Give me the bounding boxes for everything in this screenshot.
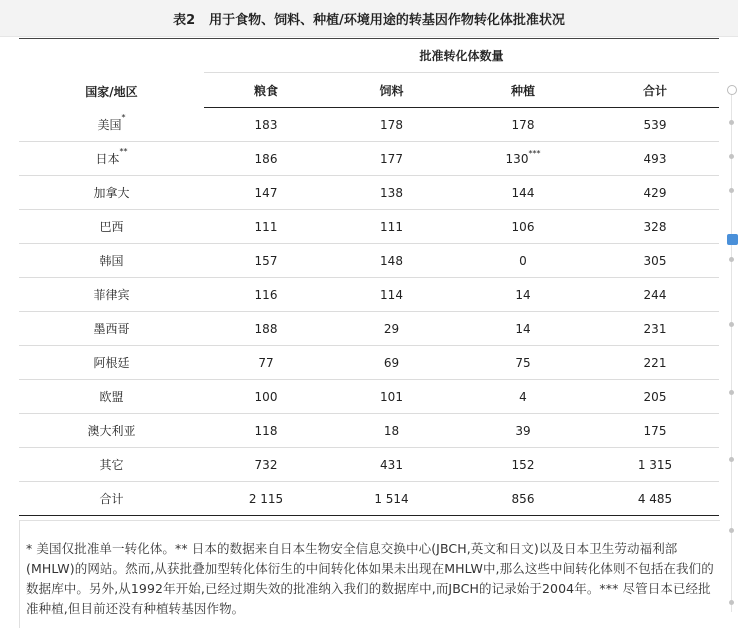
cell-cultivation-value: 4 [519, 389, 527, 404]
cell-feed [328, 448, 455, 482]
footnote-marker: *** [528, 148, 541, 158]
cell-cultivation-value: 144 [511, 185, 535, 200]
header-food: 粮食 [204, 73, 328, 108]
cell-food-value: 118 [254, 423, 278, 438]
cell-country [19, 482, 204, 516]
cell-cultivation-value: 152 [511, 457, 535, 472]
cell-feed [328, 380, 455, 414]
cell-feed-value: 1 514 [374, 491, 409, 506]
cell-total [591, 448, 719, 482]
cell-food [204, 278, 328, 312]
cell-food-value: 111 [254, 219, 278, 234]
scroll-top-handle[interactable] [727, 85, 737, 95]
cell-total-value: 328 [643, 219, 667, 234]
cell-food [204, 108, 328, 142]
cell-feed [328, 176, 455, 210]
cell-food-value: 77 [258, 355, 274, 370]
table-title-text: 用于食物、饲料、种植/环境用途的转基因作物转化体批准状况 [209, 13, 565, 28]
cell-feed-value: 111 [380, 219, 403, 234]
cell-food-value: 732 [254, 457, 278, 472]
cell-total-value: 305 [643, 253, 667, 268]
cell-country-value: 日本 [95, 152, 120, 166]
cell-total-value: 493 [643, 151, 667, 166]
cell-country-value: 合计 [99, 492, 124, 506]
cell-food [204, 142, 328, 176]
cell-country [19, 244, 204, 278]
cell-country [19, 312, 204, 346]
cell-food [204, 312, 328, 346]
cell-total-value: 231 [643, 321, 667, 336]
cell-food-value: 147 [254, 185, 278, 200]
cell-country-value: 墨西哥 [93, 322, 130, 336]
table-row [19, 278, 719, 312]
cell-cultivation-value: 0 [519, 253, 527, 268]
cell-feed [328, 346, 455, 380]
cell-food [204, 244, 328, 278]
cell-total [591, 210, 719, 244]
cell-cultivation-value: 14 [515, 287, 531, 302]
scroll-marker[interactable] [729, 322, 734, 327]
cell-cultivation [455, 482, 591, 516]
cell-total [591, 278, 719, 312]
cell-country [19, 448, 204, 482]
cell-feed [328, 210, 455, 244]
scroll-marker[interactable] [729, 600, 734, 605]
cell-total [591, 142, 719, 176]
cell-country [19, 108, 204, 142]
scroll-marker[interactable] [729, 528, 734, 533]
cell-country-value: 韩国 [99, 254, 124, 268]
cell-food-value: 186 [254, 151, 278, 166]
cell-feed-value: 29 [383, 321, 400, 336]
cell-feed-value: 138 [380, 185, 403, 200]
cell-country-value: 菲律宾 [93, 288, 130, 302]
cell-country [19, 176, 204, 210]
scroll-marker[interactable] [729, 457, 734, 462]
cell-cultivation-value: 75 [515, 355, 531, 370]
table-footnote [19, 520, 720, 628]
header-total: 合计 [591, 73, 719, 108]
cell-total [591, 482, 719, 516]
table-row [19, 312, 719, 346]
cell-country-value: 阿根廷 [93, 356, 130, 370]
cell-total-value: 539 [643, 117, 667, 132]
cell-total-value: 1 315 [637, 457, 673, 472]
cell-feed [328, 142, 455, 176]
header-cultivation: 种植 [455, 73, 591, 108]
cell-cultivation-value: 39 [515, 423, 531, 438]
cell-cultivation [455, 244, 591, 278]
cell-cultivation [455, 346, 591, 380]
approval-table [19, 38, 719, 516]
table-body [19, 108, 719, 516]
cell-total-value: 244 [643, 287, 667, 302]
cell-total [591, 176, 719, 210]
cell-food [204, 210, 328, 244]
scroll-track[interactable] [731, 88, 732, 612]
cell-food [204, 346, 328, 380]
cell-cultivation [455, 448, 591, 482]
cell-feed [328, 482, 455, 516]
cell-cultivation [455, 108, 591, 142]
cell-feed [328, 108, 455, 142]
cell-cultivation [455, 176, 591, 210]
cell-cultivation-value: 130 [505, 151, 529, 166]
cell-cultivation [455, 278, 591, 312]
table-row [19, 176, 719, 210]
cell-feed-value: 178 [380, 117, 403, 132]
cell-food-value: 116 [254, 287, 278, 302]
cell-country-value: 欧盟 [99, 390, 124, 404]
cell-food [204, 482, 328, 516]
header-group: 批准转化体数量 [204, 39, 719, 73]
cell-country [19, 210, 204, 244]
cell-country [19, 346, 204, 380]
cell-cultivation [455, 312, 591, 346]
table-row [19, 244, 719, 278]
cell-cultivation-value: 856 [511, 491, 535, 506]
cell-food [204, 380, 328, 414]
cell-total-value: 4 485 [637, 491, 673, 506]
cell-total [591, 312, 719, 346]
cell-food [204, 448, 328, 482]
cell-total-value: 429 [643, 185, 667, 200]
cell-country-value: 加拿大 [93, 186, 130, 200]
scroll-marker[interactable] [729, 390, 734, 395]
cell-cultivation [455, 210, 591, 244]
cell-food-value: 183 [254, 117, 278, 132]
table-row [19, 482, 719, 516]
cell-total [591, 414, 719, 448]
table-row [19, 346, 719, 380]
cell-feed [328, 278, 455, 312]
cell-cultivation [455, 414, 591, 448]
scroll-marker[interactable] [729, 120, 734, 125]
table-row [19, 414, 719, 448]
table-title [0, 9, 738, 28]
cell-total-value: 175 [643, 423, 667, 438]
cell-total [591, 108, 719, 142]
cell-cultivation [455, 380, 591, 414]
cell-total [591, 380, 719, 414]
cell-country-value: 巴西 [99, 220, 124, 234]
cell-food-value: 188 [254, 321, 278, 336]
table-row [19, 448, 719, 482]
cell-feed-value: 18 [383, 423, 400, 438]
cell-total [591, 244, 719, 278]
cell-cultivation [455, 142, 591, 176]
cell-total-value: 221 [643, 355, 667, 370]
header-country: 国家/地区 [19, 39, 204, 108]
cell-country [19, 414, 204, 448]
header-feed: 饲料 [328, 73, 455, 108]
cell-cultivation-value: 178 [511, 117, 535, 132]
cell-feed [328, 414, 455, 448]
table-row [19, 210, 719, 244]
cell-cultivation-value: 106 [511, 219, 535, 234]
table-title-bar [0, 0, 738, 37]
cell-total [591, 346, 719, 380]
cell-feed [328, 312, 455, 346]
cell-country-value: 其它 [99, 458, 124, 472]
scroll-marker[interactable] [729, 257, 734, 262]
cell-country-value: 美国 [97, 117, 122, 132]
cell-feed-value: 114 [380, 287, 403, 302]
cell-food-value: 100 [254, 389, 278, 404]
cell-feed-value: 431 [380, 457, 403, 472]
scroll-marker[interactable] [729, 188, 734, 193]
table-row [19, 380, 719, 414]
cell-cultivation-value: 14 [515, 321, 531, 336]
footnote-marker: ** [119, 147, 128, 156]
scroll-marker[interactable] [729, 154, 734, 159]
cell-food-value: 157 [254, 253, 278, 268]
table-row [19, 108, 719, 142]
cell-country [19, 278, 204, 312]
cell-feed-value: 148 [380, 253, 403, 268]
cell-country [19, 380, 204, 414]
cell-food [204, 176, 328, 210]
cell-feed-value: 101 [380, 389, 403, 404]
cell-total-value: 205 [643, 389, 667, 404]
footnote-marker: * [121, 112, 126, 122]
cell-country-value: 澳大利亚 [87, 424, 136, 438]
table-number: 表2 [173, 13, 196, 28]
cell-feed-value: 69 [383, 355, 400, 370]
scroll-thumb[interactable] [727, 234, 738, 245]
cell-food [204, 414, 328, 448]
footnote-text: * 美国仅批准单一转化体。** 日本的数据来自日本生物安全信息交换中心(JBCH,英文和日文)以及日本卫生劳动福利部(MHLW)的网站。然而,从获批叠加型转化体衍生的中间转化体如果未出现在MHLW中,那么这些中间转化体则不包括在我们的数据库中。另外,从1992年开始,已经过期失效的批准纳入我们的数据库中,而JBCH的记录始于2004年。*** 尽管日本已经批准种植,但目前还没有种植转基因作物。 [26, 541, 714, 616]
cell-feed [328, 244, 455, 278]
cell-food-value: 2 115 [248, 491, 284, 506]
cell-country [19, 142, 204, 176]
table-row [19, 142, 719, 176]
cell-feed-value: 177 [380, 151, 403, 166]
